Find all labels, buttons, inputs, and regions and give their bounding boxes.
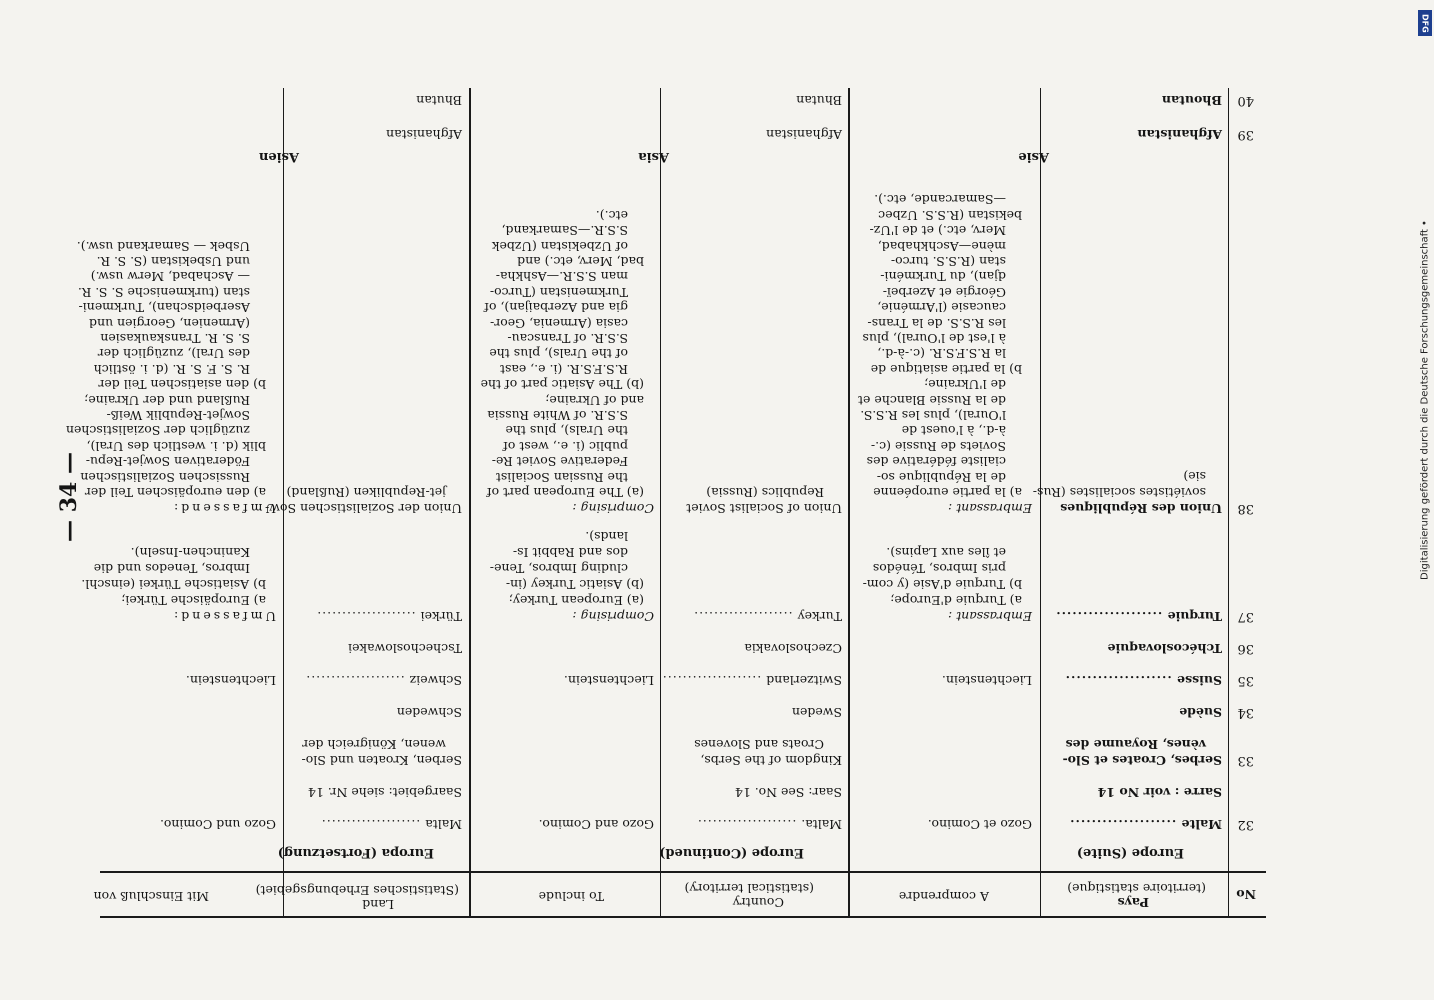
turkey-en-1: (a) European Turkey; (508, 593, 644, 608)
inclusion-en: Gozo and Comino. (538, 817, 654, 832)
inclusion-en-intro: Comprising : (572, 609, 654, 624)
section-asia-de: Asien (258, 149, 299, 164)
russia-de-line: (Armenien, Georgien und (89, 315, 250, 331)
russia-fr-line: Soviets de Russie (c.- (870, 438, 1006, 454)
country-name-en: Bhutan (796, 93, 842, 108)
country-name-fr: Union des Républiques (1060, 501, 1222, 516)
russia-de-line: Sowjet-Republik Weiß- (106, 408, 250, 423)
russia-fr-line: les R.S.S. de la Trans- (867, 315, 1006, 331)
russia-de-line: Föderativen Sowjet-Repu- (85, 454, 250, 470)
russia-fr-line: de la République so- (876, 469, 1006, 485)
country-name-fr: Sarre : voir No 14 (1097, 785, 1222, 800)
country-name-de: Afghanistan (386, 127, 462, 142)
digitization-credit: Digitalisierung gefördert durch die Deutsche Forschungsgemeinschaft • (1419, 220, 1431, 580)
russia-fr-line: de l'Ukraine; (923, 377, 1006, 393)
country-name-de: Saargebiet: siehe Nr. 14 (307, 785, 462, 800)
row-number: 40 (1237, 93, 1254, 108)
russia-en-line: S.S.R.—Samarkand, (501, 223, 628, 239)
country-name-en: Switzerland ..... (662, 673, 842, 688)
country-name-de: Serben, Kroaten und Slo- (301, 753, 462, 768)
country-name-fr: Suède (1179, 705, 1222, 720)
russia-de-line: blik (d. i. westlich des Ural), (86, 438, 266, 454)
country-name-fr: Turquie ..... (1055, 609, 1222, 624)
turkey-de-1: a) Europäische Türkei; (121, 593, 266, 608)
turkey-fr-1: a) Turquie d'Europe; (890, 593, 1022, 608)
russia-fr-line: Géorgie et Azerbeï- (882, 284, 1006, 300)
russia-en-line: casia (Armenia, Geor- (490, 315, 628, 331)
section-europe-de: Europa (Fortsetzung) (277, 845, 434, 860)
country-name-en: Turkey ..... (693, 609, 842, 624)
section-asia-en: Asia (638, 149, 669, 164)
inclusion-de: Gozo und Comino. (160, 817, 276, 832)
header-country: Country (732, 895, 784, 910)
country-name-fr: Afghanistan (1137, 127, 1222, 142)
column-divider-en-name (660, 88, 661, 918)
inclusion-de: Liechtenstein. (185, 673, 276, 688)
country-name-de: Bhutan (416, 93, 462, 108)
inclusion-fr-intro: Embrassant : (948, 609, 1032, 624)
country-name-de: Malta ..... (321, 817, 462, 832)
inclusion-fr: Liechtenstein. (941, 673, 1032, 688)
turkey-en-5: lands). (585, 529, 628, 544)
russia-fr-line: b) la partie asiatique de (870, 361, 1022, 377)
russia-de-line: stan (turkmenische S. S. R. (77, 284, 250, 300)
russia-fr-line: a) la partie européenne (873, 485, 1022, 500)
russia-fr-line: djan), du Turkméni- (880, 269, 1006, 285)
russia-fr-line: stan (R.S.S. turco- (890, 254, 1006, 269)
turkey-fr-2: b) Turquie d'Asie (y com- (862, 577, 1022, 592)
country-name-de: Schweden (396, 705, 462, 720)
turkey-de-2: b) Asiatische Türkei (einschl. (81, 577, 266, 592)
section-europe-fr: Europe (Suite) (1076, 845, 1184, 860)
dfg-logo: DFG (1418, 10, 1432, 36)
country-name-en: Sweden (791, 705, 842, 720)
row-number: 38 (1237, 501, 1254, 516)
russia-en-line: the Urals), plus the (505, 423, 628, 439)
header-to-include: To include (538, 889, 604, 904)
russia-de-line: S. S. R. Transkaukasien (100, 331, 250, 346)
column-divider-en-de (469, 88, 471, 918)
column-divider-fr-name (1040, 88, 1041, 918)
country-name-de: Türkei ..... (316, 609, 462, 624)
inclusion-en-intro: Comprising : (572, 501, 654, 516)
russia-en-line: R.S.F.S.R. (i. e., east (499, 361, 628, 377)
section-europe-en: Europe (Continued) (659, 845, 804, 860)
russia-en-line: gia and Azerbaijan), of (484, 300, 628, 316)
russia-en-line: S.S.R. of White Russia (487, 408, 628, 423)
russia-de-line: Russischen Sozialistischen (80, 469, 250, 485)
country-name-de: Union der Sozialistischen Sow- (265, 501, 462, 516)
header-a-comprendre: A comprendre (898, 889, 989, 904)
country-name-en: Kingdom of the Serbs, (700, 753, 842, 768)
header-mit-einschluss: Mit Einschluß von (93, 889, 209, 904)
russia-de-line: Aserbeidschan), Turkmeni- (78, 300, 250, 316)
russia-fr-line: à-d., à l'ouest de (901, 423, 1006, 439)
russia-fr-line: la R.S.F.S.R. (c.-à-d., (877, 346, 1006, 362)
russia-de-line: und Usbekistan (S. S. R. (96, 254, 250, 269)
russia-de-line: — Aschabad, Merw usw.) (90, 269, 250, 285)
country-name-fr: Serbes, Croates et Slo- (1062, 753, 1222, 768)
header-pays: Pays (1117, 895, 1149, 910)
russia-de-line: Rußland und der Ukraine; (84, 392, 250, 408)
row-number: 37 (1237, 609, 1254, 624)
section-asia-fr: Asie (1018, 149, 1049, 164)
russia-en-line: (a) The European part of (486, 485, 644, 500)
turkey-en-4: dos and Rabbit Is- (512, 545, 628, 560)
russia-fr-line: cialiste fédérative des (866, 454, 1006, 470)
country-name-en: Malta. ..... (697, 817, 842, 832)
russia-en-line: of the Urals), plus the (489, 346, 628, 362)
header-country-sub: (statistical territory) (684, 881, 814, 896)
country-name-en-line2: Republics (Russia) (706, 485, 824, 500)
russia-fr-line: à l'est de l'Oural), plus (862, 331, 1006, 346)
header-pays-sub: (territoire statistique) (1067, 881, 1206, 896)
russia-fr-line: —Samarcande, etc.). (874, 192, 1006, 208)
russia-fr-line: bekistan (R.S.S. Uzbec (878, 207, 1022, 223)
russia-en-line: bad, Merv, etc.) and (517, 254, 644, 269)
country-name-en: Czechoslovakia (744, 641, 842, 656)
country-name-fr: Tchécoslovaquie (1107, 641, 1222, 656)
country-name-de-line2: jet-Republiken (Rußland) (286, 485, 446, 500)
turkey-de-3: Imbros, Tenedos und die (93, 561, 250, 576)
russia-fr-line: de la Russie Blanche et (858, 392, 1006, 408)
russia-en-line: etc.). (595, 207, 628, 223)
country-name-fr: Suisse ..... (1065, 673, 1222, 688)
country-name-de-line2: wenen, Königreich der (302, 737, 446, 752)
turkey-en-3: cluding Imbros, Tene- (489, 561, 628, 576)
russia-de-line: a) den europäischen Teil der (84, 485, 266, 500)
inclusion-fr: Gozo et Comino. (927, 817, 1032, 832)
inclusion-fr-intro: Embrassant : (948, 501, 1032, 516)
russia-de-line: des Ural), zuzüglich der (97, 346, 250, 362)
turkey-de-4: Kaninchen-Inseln). (130, 545, 250, 560)
inclusion-de-intro: Umfassend: (171, 609, 276, 624)
russia-de-line: Usbek — Samarkand usw.). (76, 238, 250, 254)
header-land: Land (362, 897, 394, 912)
russia-fr-line: mène—Aschkhabad, (877, 238, 1006, 254)
russia-en-line: public (i. e., west of (503, 438, 628, 454)
country-name-fr: Bhoutan (1161, 93, 1222, 108)
russia-fr-line: caucasie (l'Arménie, (877, 300, 1006, 316)
row-number: 34 (1237, 705, 1254, 720)
country-name-fr: Malte ..... (1069, 817, 1222, 832)
turkey-fr-3: pris Imbros, Ténédos (872, 561, 1006, 576)
country-name-fr-line2: vènes, Royaume des (1065, 737, 1206, 752)
russia-en-line: (b) The Asiatic part of the (480, 377, 644, 393)
russia-fr-line: Merv, etc.) et de l'Uz- (869, 223, 1006, 239)
country-name-de: Tschechoslowakei (348, 641, 462, 656)
russia-en-line: S.S.R. of Transcau- (507, 331, 628, 346)
column-divider-fr-en (848, 88, 850, 918)
country-name-fr-line3: sie) (1183, 469, 1206, 484)
row-number: 33 (1237, 753, 1254, 768)
russia-en-line: man S.S.R.—Ashkha- (495, 269, 628, 285)
country-name-de: Schweiz ..... (305, 673, 462, 688)
russia-en-line: and of Ukraine; (545, 392, 644, 408)
country-name-en: Union of Socialist Soviet (686, 501, 842, 516)
column-divider-no (1228, 88, 1229, 918)
russia-en-line: of Uzbekistan (Uzbek (491, 238, 628, 254)
country-name-en: Saar: See No. 14 (734, 785, 842, 800)
header-no: No (1236, 887, 1256, 902)
russia-en-line: Turkmenistan (Turco- (489, 284, 628, 300)
country-name-en: Afghanistan (766, 127, 842, 142)
header-land-sub: (Statistisches Erhebungsgebiet) (255, 883, 459, 898)
country-name-en-line2: Croats and Slovenes (694, 737, 824, 752)
row-number: 36 (1237, 641, 1254, 656)
inclusion-en: Liechtenstein. (563, 673, 654, 688)
russia-de-line: R. S. F. S. R. (d. i. östlich (93, 361, 250, 377)
russia-de-line: b) den asiatischen Teil der (98, 377, 266, 393)
header-bottom-rule (100, 872, 1266, 874)
row-number: 39 (1237, 127, 1254, 142)
russia-en-line: the Russian Socialist (495, 469, 628, 485)
country-name-fr-line2: soviétistes socialistes (Rus- (1032, 485, 1206, 500)
turkey-en-2: (b) Asiatic Turkey (in- (505, 577, 644, 592)
inclusion-de-intro: Umfassend: (171, 501, 276, 516)
table-top-rule (100, 916, 1266, 918)
row-number: 35 (1237, 673, 1254, 688)
page-number: — 34 — (56, 452, 83, 542)
russia-fr-line: l'Oural), plus les R.S.S. (860, 408, 1006, 423)
row-number: 32 (1237, 817, 1254, 832)
turkey-fr-4: et îles aux Lapins). (886, 545, 1006, 560)
russia-de-line: zuzüglich der Sozialistischen (65, 423, 250, 439)
russia-en-line: Federative Soviet Re- (491, 454, 628, 470)
